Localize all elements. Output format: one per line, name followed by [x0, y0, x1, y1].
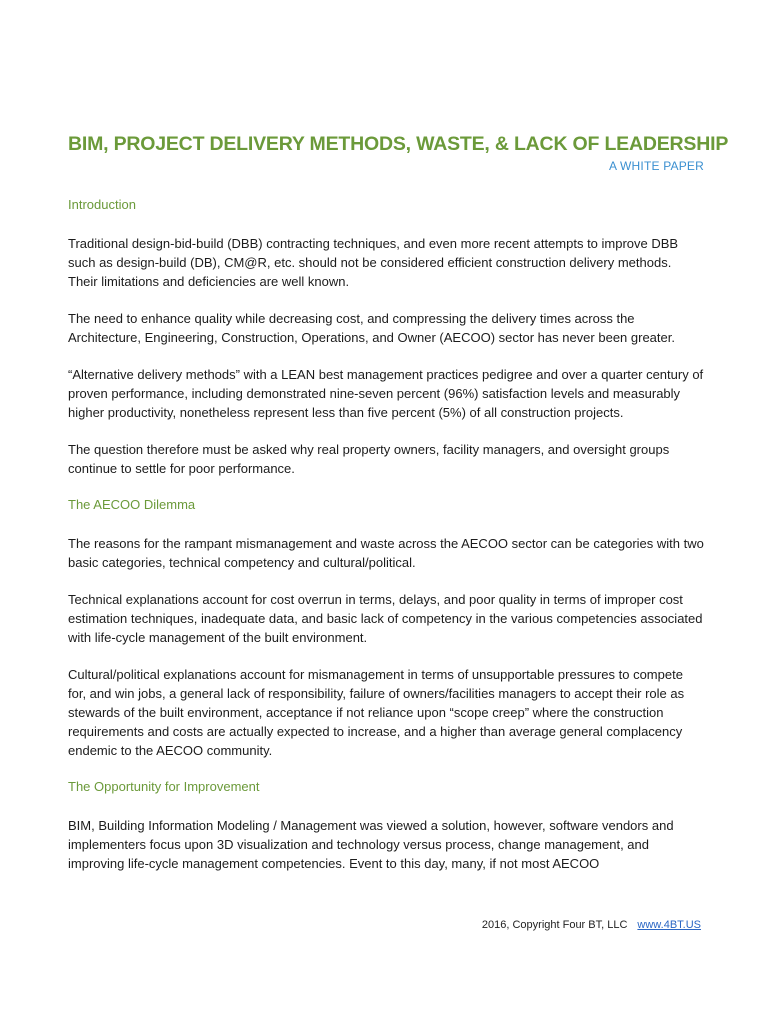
paragraph: The reasons for the rampant mismanagement and waste across the AECOO sector can be categories with two basic categories, technical competency and cultural/political.: [68, 536, 704, 570]
paragraph: The question therefore must be asked why real property owners, facility managers, and oversight groups continue to settle for poor performance.: [68, 442, 670, 476]
paragraph: Traditional design-bid-build (DBB) contracting techniques, and even more recent attempts to improve DBB such as design-build (DB), CM@R, etc. should not be considered efficient construction delivery methods. Their limitations and deficiencies are well known.: [68, 236, 679, 289]
paragraph: Technical explanations account for cost overrun in terms, delays, and poor quality in terms of improper cost estimation techniques, inadequate data, and basic lack of competency in the various competencies associated with life-cycle management of the built environment.: [68, 592, 703, 645]
paragraph: Cultural/political explanations account for mismanagement in terms of unsupportable pressures to compete for, and win jobs, a general lack of responsibility, failure of owners/facilities managers to accept their role as stewards of the built environment, acceptance if not reliance upon “scope creep” where the construction requirements and costs are actually expected to increase, and a higher than average general complacency endemic to the AECOO community.: [68, 667, 685, 758]
section-heading-opportunity: The Opportunity for Improvement: [68, 779, 260, 794]
copyright-text: 2016, Copyright Four BT, LLC: [481, 919, 628, 931]
paragraph: BIM, Building Information Modeling / Management was viewed a solution, however, software vendors and implementers focus upon 3D visualization and technology versus process, change management, and improving life-cycle management competencies. Event to this day, many, if not most AECOO: [68, 818, 674, 871]
page-footer: [482, 919, 701, 931]
paragraph: “Alternative delivery methods” with a LEAN best management practices pedigree and over a quarter century of proven performance, including demonstrated nine-seven percent (96%) satisfaction levels and measurably higher productivity, nonetheless represent less than five percent (5%) of all construction projects.: [68, 367, 704, 420]
document-page: [68, 130, 729, 873]
website-link[interactable]: www.4BT.US: [637, 919, 701, 931]
paragraph: The need to enhance quality while decreasing cost, and compressing the delivery times across the Architecture, Engineering, Construction, Operations, and Owner (AECOO) sector has never been greater.: [68, 311, 675, 345]
document-title: BIM, PROJECT DELIVERY METHODS, WASTE, & LACK OF LEADERSHIP: [68, 133, 729, 155]
section-heading-aecoo-dilemma: The AECOO Dilemma: [68, 497, 196, 512]
document-subtitle: A WHITE PAPER: [608, 159, 704, 173]
section-heading-introduction: Introduction: [68, 197, 136, 212]
